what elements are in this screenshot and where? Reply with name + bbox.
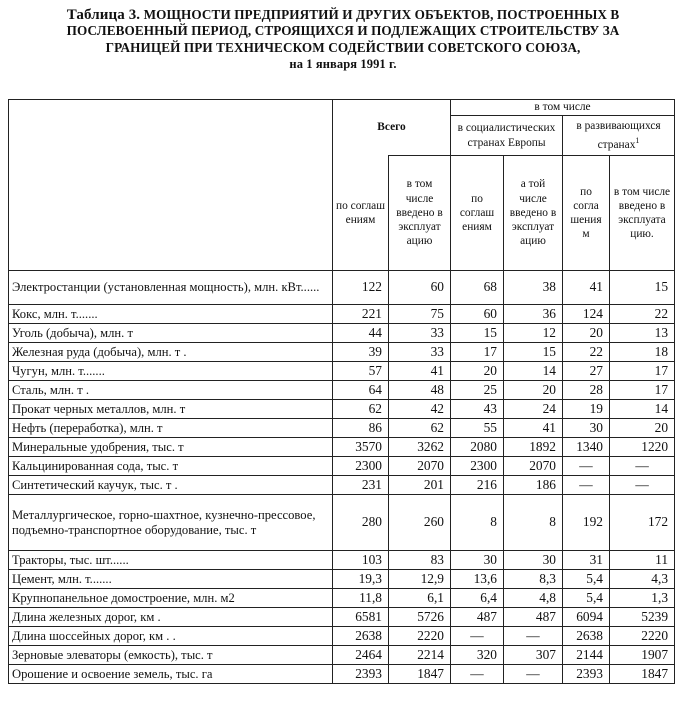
cell-value: 2220 xyxy=(610,627,675,646)
header-commissioned: в том числе введено в эксплуат ацию xyxy=(389,156,451,271)
cell-value: 25 xyxy=(451,381,504,400)
cell-value: 68 xyxy=(451,271,504,305)
table-row xyxy=(9,570,675,589)
cell-value: 280 xyxy=(333,495,389,551)
row-label: Металлургическое, горно-шахтное, кузнечно-прессовое, подъемно-транспортное оборудование, тыс. т xyxy=(9,495,333,551)
table-row xyxy=(9,419,675,438)
row-label: Кокс, млн. т....... xyxy=(9,305,333,324)
cell-value: 17 xyxy=(610,381,675,400)
cell-value: 4,3 xyxy=(610,570,675,589)
cell-value: 14 xyxy=(504,362,563,381)
table-row xyxy=(9,400,675,419)
header-including: в том числе xyxy=(451,100,675,116)
row-label: Железная руда (добыча), млн. т . xyxy=(9,343,333,362)
cell-value: 6,4 xyxy=(451,589,504,608)
table-row xyxy=(9,271,675,305)
cell-value: 27 xyxy=(563,362,610,381)
cell-value: 2638 xyxy=(333,627,389,646)
row-label: Длина железных дорог, км . xyxy=(9,608,333,627)
cell-value: — xyxy=(563,476,610,495)
cell-value: 320 xyxy=(451,646,504,665)
cell-value: 86 xyxy=(333,419,389,438)
cell-value: 2300 xyxy=(333,457,389,476)
cell-value: 12,9 xyxy=(389,570,451,589)
cell-value: 11 xyxy=(610,551,675,570)
table-row xyxy=(9,646,675,665)
cell-value: 43 xyxy=(451,400,504,419)
cell-value: 2070 xyxy=(504,457,563,476)
cell-value: 307 xyxy=(504,646,563,665)
row-label: Синтетический каучук, тыс. т . xyxy=(9,476,333,495)
cell-value: 2080 xyxy=(451,438,504,457)
cell-value: 13,6 xyxy=(451,570,504,589)
cell-value: 2393 xyxy=(563,665,610,684)
cell-value: 2144 xyxy=(563,646,610,665)
table-row xyxy=(9,324,675,343)
cell-value: 20 xyxy=(610,419,675,438)
table-row xyxy=(9,627,675,646)
cell-value: — xyxy=(610,457,675,476)
table-row xyxy=(9,362,675,381)
cell-value: 2300 xyxy=(451,457,504,476)
cell-value: 41 xyxy=(389,362,451,381)
table-row xyxy=(9,476,675,495)
cell-value: 62 xyxy=(333,400,389,419)
cell-value: 1907 xyxy=(610,646,675,665)
cell-value: — xyxy=(504,627,563,646)
row-label: Уголь (добыча), млн. т xyxy=(9,324,333,343)
cell-value: 19 xyxy=(563,400,610,419)
row-label: Длина шоссейных дорог, км . . xyxy=(9,627,333,646)
title-line-2: ПОСЛЕВОЕННЫЙ ПЕРИОД, СТРОЯЩИХСЯ И ПОДЛЕЖАЩИХ СТРОИТЕЛЬСТВУ ЗА xyxy=(66,23,620,39)
cell-value: 33 xyxy=(389,343,451,362)
cell-value: 8 xyxy=(451,495,504,551)
row-label: Чугун, млн. т....... xyxy=(9,362,333,381)
cell-value: 17 xyxy=(610,362,675,381)
header-dev-commissioned: в том числе введено в эксплуата цию. xyxy=(610,156,675,271)
cell-value: 20 xyxy=(563,324,610,343)
cell-value: 1847 xyxy=(389,665,451,684)
cell-value: 20 xyxy=(504,381,563,400)
cell-value: 5239 xyxy=(610,608,675,627)
cell-value: 36 xyxy=(504,305,563,324)
cell-value: 19,3 xyxy=(333,570,389,589)
table-row xyxy=(9,381,675,400)
cell-value: 24 xyxy=(504,400,563,419)
cell-value: 1,3 xyxy=(610,589,675,608)
title-line-3: ГРАНИЦЕЙ ПРИ ТЕХНИЧЕСКОМ СОДЕЙСТВИИ СОВЕТСКОГО СОЮЗА, xyxy=(105,39,581,55)
cell-value: 60 xyxy=(389,271,451,305)
cell-value: 33 xyxy=(389,324,451,343)
cell-value: 60 xyxy=(451,305,504,324)
cell-value: 41 xyxy=(563,271,610,305)
cell-value: 5,4 xyxy=(563,589,610,608)
cell-value: 31 xyxy=(563,551,610,570)
cell-value: 221 xyxy=(333,305,389,324)
cell-value: 2214 xyxy=(389,646,451,665)
cell-value: 2070 xyxy=(389,457,451,476)
cell-value: 22 xyxy=(563,343,610,362)
header-empty-cell xyxy=(9,100,333,271)
cell-value: 22 xyxy=(610,305,675,324)
table-row xyxy=(9,495,675,551)
row-label: Кальцинированная сода, тыс. т xyxy=(9,457,333,476)
row-label: Электростанции (установленная мощность), млн. кВт...... xyxy=(9,271,333,305)
cell-value: — xyxy=(563,457,610,476)
cell-value: 15 xyxy=(610,271,675,305)
table-row xyxy=(9,608,675,627)
cell-value: 44 xyxy=(333,324,389,343)
cell-value: 3570 xyxy=(333,438,389,457)
cell-value: 2220 xyxy=(389,627,451,646)
row-label: Нефть (переработка), млн. т xyxy=(9,419,333,438)
cell-value: 48 xyxy=(389,381,451,400)
cell-value: 64 xyxy=(333,381,389,400)
cell-value: 487 xyxy=(451,608,504,627)
cell-value: 1220 xyxy=(610,438,675,457)
table-row xyxy=(9,665,675,684)
table-row xyxy=(9,343,675,362)
cell-value: 2393 xyxy=(333,665,389,684)
header-agreed: по соглаш ениям xyxy=(333,156,389,271)
data-table xyxy=(8,99,675,684)
cell-value: 122 xyxy=(333,271,389,305)
cell-value: 30 xyxy=(504,551,563,570)
cell-value: 1340 xyxy=(563,438,610,457)
cell-value: 15 xyxy=(451,324,504,343)
cell-value: 5,4 xyxy=(563,570,610,589)
cell-value: 124 xyxy=(563,305,610,324)
cell-value: 1892 xyxy=(504,438,563,457)
cell-value: 5726 xyxy=(389,608,451,627)
cell-value: 231 xyxy=(333,476,389,495)
cell-value: 487 xyxy=(504,608,563,627)
cell-value: 11,8 xyxy=(333,589,389,608)
title-date: на 1 января 1991 г. xyxy=(289,56,397,71)
cell-value: 260 xyxy=(389,495,451,551)
cell-value: 4,8 xyxy=(504,589,563,608)
cell-value: 172 xyxy=(610,495,675,551)
cell-value: 1847 xyxy=(610,665,675,684)
row-label: Цемент, млн. т....... xyxy=(9,570,333,589)
cell-value: 6,1 xyxy=(389,589,451,608)
cell-value: 12 xyxy=(504,324,563,343)
header-soc-agreed: по соглаш ениям xyxy=(451,156,504,271)
header-total: Всего xyxy=(333,100,451,156)
cell-value: 62 xyxy=(389,419,451,438)
cell-value: 186 xyxy=(504,476,563,495)
header-dev-agreed: по согла шения м xyxy=(563,156,610,271)
table-row xyxy=(9,305,675,324)
cell-value: 42 xyxy=(389,400,451,419)
cell-value: 2464 xyxy=(333,646,389,665)
cell-value: 57 xyxy=(333,362,389,381)
cell-value: 201 xyxy=(389,476,451,495)
cell-value: 216 xyxy=(451,476,504,495)
cell-value: 2638 xyxy=(563,627,610,646)
cell-value: 8,3 xyxy=(504,570,563,589)
row-label: Прокат черных металлов, млн. т xyxy=(9,400,333,419)
header-developing: в развивающихся странах$^1$ xyxy=(563,116,675,156)
cell-value: 15 xyxy=(504,343,563,362)
row-label: Крупнопанельное домостроение, млн. м2 xyxy=(9,589,333,608)
cell-value: 13 xyxy=(610,324,675,343)
header-socialist: в социалистических странах Европы xyxy=(451,116,563,156)
cell-value: 28 xyxy=(563,381,610,400)
table-row xyxy=(9,457,675,476)
table-row xyxy=(9,438,675,457)
cell-value: 30 xyxy=(451,551,504,570)
row-label: Тракторы, тыс. шт...... xyxy=(9,551,333,570)
row-label: Сталь, млн. т . xyxy=(9,381,333,400)
cell-value: 20 xyxy=(451,362,504,381)
title-line-1: Таблица 3. МОЩНОСТИ ПРЕДПРИЯТИЙ И ДРУГИХ ОБЪЕКТОВ, ПОСТРОЕННЫХ В xyxy=(66,7,620,23)
cell-value: — xyxy=(610,476,675,495)
table-row xyxy=(9,589,675,608)
cell-value: — xyxy=(451,665,504,684)
cell-value: 41 xyxy=(504,419,563,438)
cell-value: 17 xyxy=(451,343,504,362)
cell-value: 83 xyxy=(389,551,451,570)
table-row xyxy=(9,551,675,570)
row-label: Орошение и освоение земель, тыс. га xyxy=(9,665,333,684)
table-number: Таблица 3. xyxy=(66,7,141,23)
header-soc-commissioned: а той числе введено в эксплуат ацию xyxy=(504,156,563,271)
cell-value: — xyxy=(504,665,563,684)
cell-value: 192 xyxy=(563,495,610,551)
cell-value: 39 xyxy=(333,343,389,362)
cell-value: 6581 xyxy=(333,608,389,627)
cell-value: — xyxy=(451,627,504,646)
cell-value: 103 xyxy=(333,551,389,570)
cell-value: 75 xyxy=(389,305,451,324)
cell-value: 8 xyxy=(504,495,563,551)
cell-value: 6094 xyxy=(563,608,610,627)
cell-value: 38 xyxy=(504,271,563,305)
cell-value: 55 xyxy=(451,419,504,438)
table-title xyxy=(0,7,686,72)
row-label: Минеральные удобрения, тыс. т xyxy=(9,438,333,457)
table-body xyxy=(9,271,675,684)
cell-value: 14 xyxy=(610,400,675,419)
cell-value: 18 xyxy=(610,343,675,362)
row-label: Зерновые элеваторы (емкость), тыс. т xyxy=(9,646,333,665)
cell-value: 30 xyxy=(563,419,610,438)
cell-value: 3262 xyxy=(389,438,451,457)
